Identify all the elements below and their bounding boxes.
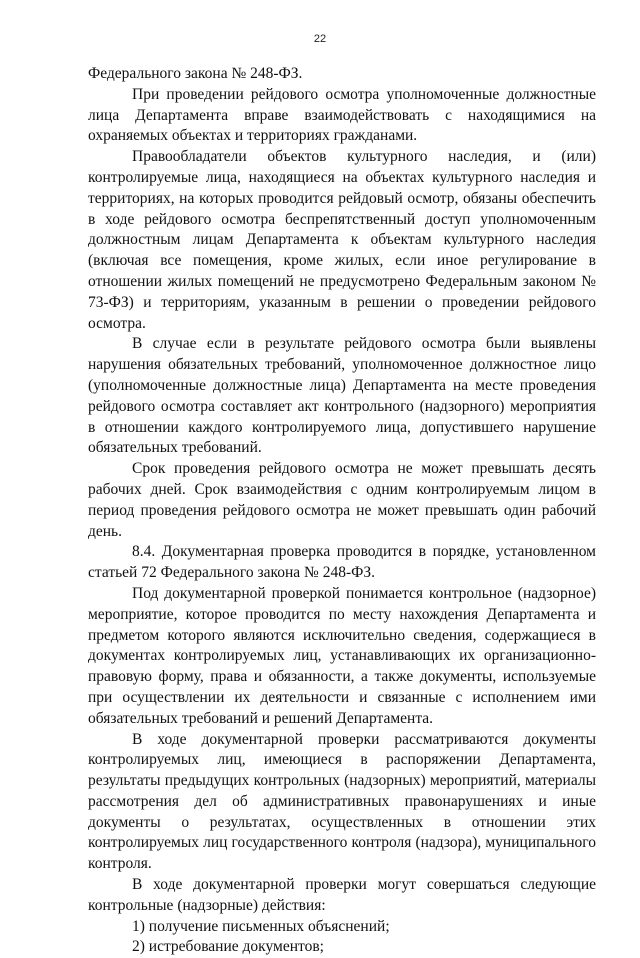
paragraph-section-8-4: 8.4. Документарная проверка проводится в порядке, установленном статьей 72 Федерального закона № 248-ФЗ.	[88, 543, 596, 582]
paragraph-access-obligation: Правообладатели объектов культурного наследия, и (или) контролируемые лица, находящиеся на объектах культурного наследия и территориях, на которых проводится рейдовый осмотр, обязаны обеспечить в ходе рейдового осмотра беспрепятственный доступ уполномоченным должностным лицам Департамента к объектам культурного наследия (включая все помещения, кроме жилых, если иное регулирование в отношении жилых помещений не предусмотрено Федеральным законом № 73-ФЗ) и территориям, указанным в решении о проведении рейдового осмотра.	[88, 148, 596, 332]
document-body	[88, 64, 596, 958]
list-item-written-explanations: 1) получение письменных объяснений;	[132, 917, 390, 935]
paragraph-documents-reviewed: В ходе документарной проверки рассматриваются документы контролируемых лиц, имеющиеся в распоряжении Департамента, результаты предыдущих контрольных (надзорных) мероприятий, материалы рассмотрения дел об административных правонарушениях и иные документы о результатах, осуществленных в отношении этих контролируемых лиц государственного контроля (надзора), муниципального контроля.	[88, 730, 596, 873]
paragraph-violation-act: В случае если в результате рейдового осмотра были выявлены нарушения обязательных требований, уполномоченное должностное лицо (уполномоченные должностные лица) Департамента на месте проведения рейдового осмотра составляет акт контрольного (надзорного) мероприятия в отношении каждого контролируемого лица, допустившего нарушение обязательных требований.	[88, 335, 596, 457]
paragraph-documentary-check-definition: Под документарной проверкой понимается контрольное (надзорное) мероприятие, которое проводится по месту нахождения Департамента и предметом которого являются исключительно сведения, содержащиеся в документах контролируемых лиц, устанавливающих их организационно-правовую форму, права и обязанности, а также документы, используемые при осуществлении их деятельности и связанные с исполнением ими обязательных требований и решений Департамента.	[88, 584, 596, 727]
paragraph-interaction-with-citizens: При проведении рейдового осмотра уполномоченные должностные лица Департамента вправе взаимодействовать с находящимися на охраняемых объектах и территориях гражданами.	[88, 85, 596, 145]
page-number: 22	[313, 33, 327, 45]
paragraph-control-actions-intro: В ходе документарной проверки могут совершаться следующие контрольные (надзорные) действия:	[88, 876, 596, 914]
paragraph-law-reference-continuation: Федерального закона № 248-ФЗ.	[88, 65, 303, 82]
list-item-document-request: 2) истребование документов;	[132, 938, 324, 956]
paragraph-inspection-duration: Срок проведения рейдового осмотра не может превышать десять рабочих дней. Срок взаимодействия с одним контролируемым лицом в период проведения рейдового осмотра не может превышать один рабочий день.	[88, 460, 596, 540]
